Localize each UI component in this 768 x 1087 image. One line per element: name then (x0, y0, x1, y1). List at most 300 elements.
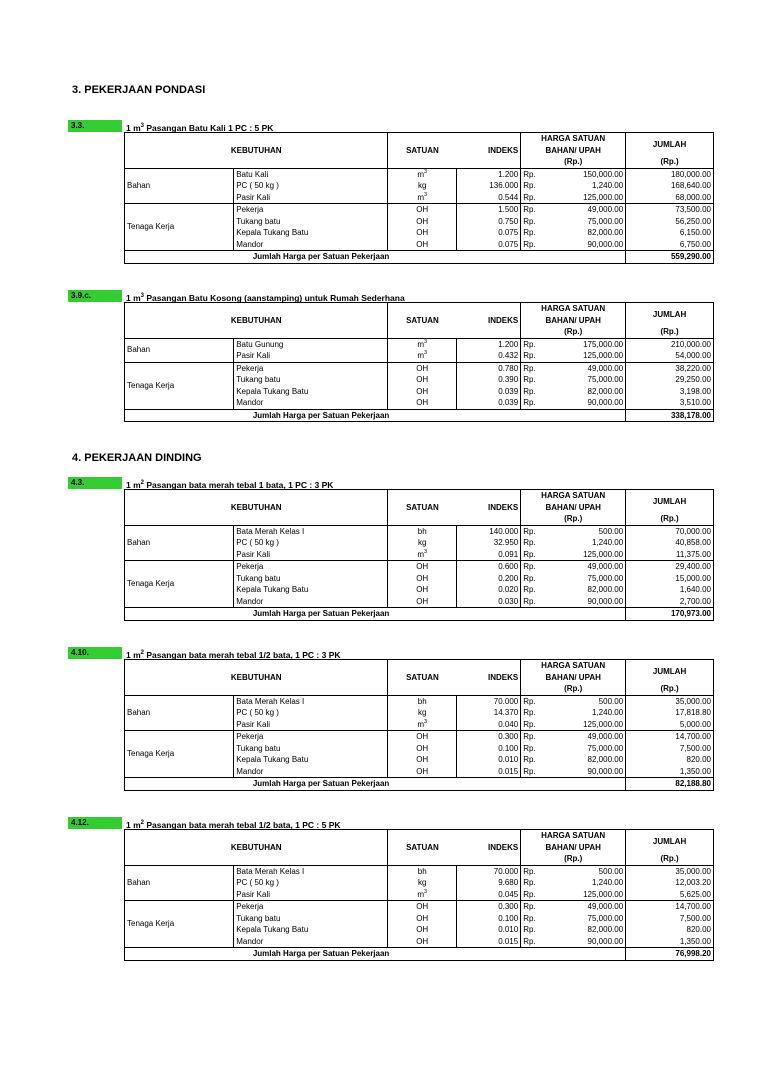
row-index: 0.432 (456, 350, 520, 362)
row-unit-sup: 3 (424, 548, 428, 555)
row-unit (388, 227, 457, 239)
row-index: 0.300 (456, 901, 520, 913)
row-unit (388, 924, 457, 936)
grand-total: 559,290.00 (626, 251, 714, 264)
item-title-sup: 3 (140, 123, 144, 129)
row-price: 1,240.00 (592, 878, 624, 887)
header-row (125, 830, 714, 842)
row-price: 82,000.00 (587, 228, 624, 237)
row-unit (388, 362, 457, 374)
row-rp: Rp. (521, 924, 549, 936)
row-price: 90,000.00 (587, 936, 624, 946)
row-unit-sup: 3 (424, 350, 428, 356)
row-unit-text: OH (416, 732, 429, 741)
row-unit-text: m (417, 339, 424, 349)
row-rp: Rp. (521, 695, 549, 707)
row-total: 1,350.00 (626, 936, 714, 948)
row-price: 49,000.00 (549, 901, 626, 913)
row-unit (388, 754, 457, 766)
row-unit (388, 525, 457, 537)
row-index: 0.750 (456, 216, 520, 228)
row-total: 12,003.20 (626, 877, 714, 889)
ahsp-table (124, 489, 714, 621)
row-price: 1,240.00 (592, 708, 624, 717)
row-unit-text: kg (417, 878, 427, 887)
header-jumlah-1: JUMLAH (626, 303, 714, 327)
ahsp-table (124, 132, 714, 264)
row-unit (388, 719, 457, 731)
row-name: Tukang batu (234, 216, 388, 228)
row-total: 70,000.00 (626, 525, 714, 537)
row-unit-sup: 3 (424, 888, 428, 895)
row-unit-text: kg (417, 708, 427, 717)
header-jumlah-2: (Rp.) (626, 853, 714, 865)
row-index: 136.000 (456, 180, 520, 192)
header-harga-3: (Rp.) (521, 156, 626, 168)
header-kebutuhan: KEBUTUHAN (125, 490, 388, 526)
header-kebutuhan: KEBUTUHAN (125, 133, 388, 169)
row-unit (388, 743, 457, 755)
header-kebutuhan: KEBUTUHAN (125, 830, 388, 866)
item-title-pre: 1 m (126, 479, 141, 490)
row-unit (388, 731, 457, 743)
row-price: 125,000.00 (583, 549, 624, 559)
row-rp: Rp. (521, 561, 549, 573)
row-index: 0.010 (456, 924, 520, 936)
row-name: Kepala Tukang Batu (234, 584, 388, 596)
row-unit-text: OH (416, 386, 429, 396)
row-unit-text: m (417, 351, 424, 360)
row-rp: Rp. (521, 901, 549, 913)
row-price: 125,000.00 (583, 192, 624, 202)
item-title-sup: 2 (140, 480, 144, 486)
row-name: Pekerja (234, 901, 388, 913)
row-name: Bata Merah Kelas I (234, 695, 388, 707)
header-harga-1: HARGA SATUAN (521, 303, 626, 315)
header-harga-1: HARGA SATUAN (521, 830, 626, 842)
row-name: Bata Merah Kelas I (234, 525, 388, 537)
row-price: 75,000.00 (587, 913, 624, 923)
row-unit-text: OH (416, 573, 429, 583)
row-name: PC ( 50 kg ) (234, 180, 388, 192)
table-row (125, 901, 714, 913)
header-kebutuhan: KEBUTUHAN (125, 660, 388, 696)
row-total: 5,000.00 (626, 719, 714, 731)
row-name: PC ( 50 kg ) (234, 877, 388, 889)
row-name: Mandor (234, 596, 388, 608)
header-harga-1: HARGA SATUAN (521, 133, 626, 145)
row-unit-text: kg (417, 181, 427, 190)
row-index: 0.780 (456, 362, 520, 374)
row-rp: Rp. (521, 180, 549, 192)
ahsp-item-block (68, 647, 716, 807)
row-rp: Rp. (521, 707, 549, 719)
row-price: 49,000.00 (549, 204, 626, 216)
table-row (125, 695, 714, 707)
header-satuan: SATUAN (388, 303, 457, 339)
header-row (125, 133, 714, 145)
row-price: 82,000.00 (587, 386, 624, 396)
row-price: 500.00 (549, 695, 626, 707)
row-total: 820.00 (626, 754, 714, 766)
ahsp-table (124, 302, 714, 422)
row-rp: Rp. (521, 239, 549, 251)
row-unit-text: bh (417, 526, 427, 536)
row-total: 35,000.00 (626, 695, 714, 707)
row-name: Tukang batu (234, 743, 388, 755)
row-total: 40,858.00 (626, 537, 714, 549)
group-label: Bahan (125, 168, 234, 204)
header-harga-2: BAHAN/ UPAH (521, 315, 626, 327)
row-unit-sup: 3 (424, 191, 428, 198)
row-index: 1.500 (456, 204, 520, 216)
row-unit-text: OH (416, 363, 429, 373)
total-row (125, 778, 714, 791)
row-name: Pasir Kali (234, 549, 388, 561)
row-unit (388, 168, 457, 180)
row-unit-text: OH (416, 902, 429, 911)
group-label: Tenaga Kerja (125, 204, 234, 251)
row-price: 75,000.00 (587, 573, 624, 583)
table-row (125, 338, 714, 350)
table-row (125, 362, 714, 374)
row-price: 82,000.00 (587, 755, 624, 764)
row-price: 125,000.00 (583, 719, 624, 729)
row-name: Pasir Kali (234, 192, 388, 204)
row-total: 29,250.00 (626, 374, 714, 386)
row-name: PC ( 50 kg ) (234, 537, 388, 549)
row-rp: Rp. (521, 766, 549, 778)
row-rp: Rp. (521, 584, 549, 596)
row-unit-text: OH (416, 766, 429, 776)
header-harga-3: (Rp.) (521, 683, 626, 695)
row-price: 82,000.00 (587, 925, 624, 934)
row-index: 140.000 (456, 525, 520, 537)
header-indeks: INDEKS (456, 490, 520, 526)
row-index: 0.600 (456, 561, 520, 573)
header-jumlah-1: JUMLAH (626, 830, 714, 854)
row-name: Pekerja (234, 561, 388, 573)
row-unit-sup: 3 (424, 168, 428, 175)
row-rp: Rp. (521, 936, 549, 948)
row-rp: Rp. (521, 525, 549, 537)
row-total: 1,350.00 (626, 766, 714, 778)
row-unit-sup: 3 (424, 338, 428, 345)
row-price: 75,000.00 (587, 743, 624, 753)
row-total: 2,700.00 (626, 596, 714, 608)
ahsp-item-block (68, 290, 716, 450)
row-rp: Rp. (521, 877, 549, 889)
row-total: 3,198.00 (626, 386, 714, 398)
row-name: Pasir Kali (234, 889, 388, 901)
row-index: 0.039 (456, 397, 520, 409)
row-name: Mandor (234, 766, 388, 778)
row-unit (388, 537, 457, 549)
row-name: Batu Kali (234, 168, 388, 180)
row-total: 35,000.00 (626, 865, 714, 877)
item-title-post: Pasangan Batu Kali 1 PC : 5 PK (144, 122, 274, 133)
header-jumlah-1: JUMLAH (626, 660, 714, 684)
row-rp: Rp. (521, 168, 549, 180)
row-unit (388, 573, 457, 585)
row-index: 0.015 (456, 936, 520, 948)
row-name: Batu Gunung (234, 338, 388, 350)
row-rp: Rp. (521, 192, 549, 204)
row-index: 0.544 (456, 192, 520, 204)
row-unit-sup: 3 (424, 718, 428, 725)
header-indeks: INDEKS (456, 830, 520, 866)
row-unit (388, 766, 457, 778)
row-unit-text: OH (416, 228, 429, 237)
row-name: Tukang batu (234, 573, 388, 585)
row-unit-text: OH (416, 743, 429, 753)
row-total: 210,000.00 (626, 338, 714, 350)
row-unit-text: OH (416, 913, 429, 923)
table-row (125, 204, 714, 216)
item-code: 4.3. (68, 477, 122, 489)
row-unit-text: OH (416, 585, 429, 594)
header-jumlah-2: (Rp.) (626, 326, 714, 338)
header-indeks: INDEKS (456, 660, 520, 696)
row-unit (388, 386, 457, 398)
row-unit (388, 695, 457, 707)
group-label: Bahan (125, 865, 234, 901)
header-satuan: SATUAN (388, 490, 457, 526)
item-title-pre: 1 m (126, 649, 141, 660)
total-row (125, 251, 714, 264)
row-unit (388, 707, 457, 719)
row-name: Pasir Kali (234, 719, 388, 731)
row-total: 15,000.00 (626, 573, 714, 585)
row-index: 0.100 (456, 743, 520, 755)
item-title-post: Pasangan bata merah tebal 1/2 bata, 1 PC : 3 PK (144, 649, 341, 660)
header-satuan: SATUAN (388, 133, 457, 169)
row-unit-text: OH (416, 398, 429, 407)
grand-total: 338,178.00 (626, 409, 714, 422)
total-label: Jumlah Harga per Satuan Pekerjaan (125, 948, 626, 961)
row-rp: Rp. (521, 913, 549, 925)
header-harga-2: BAHAN/ UPAH (521, 672, 626, 684)
row-price: 75,000.00 (587, 216, 624, 226)
header-harga-3: (Rp.) (521, 853, 626, 865)
row-name: Kepala Tukang Batu (234, 227, 388, 239)
row-unit (388, 374, 457, 386)
row-index: 9.680 (456, 877, 520, 889)
row-unit-text: OH (416, 562, 429, 571)
row-index: 0.091 (456, 549, 520, 561)
row-name: Kepala Tukang Batu (234, 386, 388, 398)
row-total: 820.00 (626, 924, 714, 936)
grand-total: 170,973.00 (626, 608, 714, 621)
row-unit-text: OH (416, 375, 429, 384)
row-price: 500.00 (549, 865, 626, 877)
row-price: 82,000.00 (587, 585, 624, 594)
row-price: 49,000.00 (549, 731, 626, 743)
row-index: 0.030 (456, 596, 520, 608)
row-rp: Rp. (521, 338, 549, 350)
item-title-sup: 2 (140, 820, 144, 826)
row-unit (388, 936, 457, 948)
row-total: 11,375.00 (626, 549, 714, 561)
row-total: 6,150.00 (626, 227, 714, 239)
row-name: Pasir Kali (234, 350, 388, 362)
row-unit (388, 901, 457, 913)
row-rp: Rp. (521, 719, 549, 731)
row-index: 1.200 (456, 338, 520, 350)
row-rp: Rp. (521, 397, 549, 409)
row-total: 14,700.00 (626, 901, 714, 913)
row-rp: Rp. (521, 374, 549, 386)
ahsp-table (124, 829, 714, 961)
total-label: Jumlah Harga per Satuan Pekerjaan (125, 608, 626, 621)
row-unit (388, 338, 457, 350)
table-row (125, 168, 714, 180)
header-indeks: INDEKS (456, 303, 520, 339)
header-harga-2: BAHAN/ UPAH (521, 145, 626, 157)
header-harga-2: BAHAN/ UPAH (521, 842, 626, 854)
row-name: PC ( 50 kg ) (234, 707, 388, 719)
ahsp-item-block (68, 817, 716, 977)
header-jumlah-2: (Rp.) (626, 513, 714, 525)
table-row (125, 731, 714, 743)
row-unit (388, 561, 457, 573)
row-name: Mandor (234, 397, 388, 409)
ahsp-item-block (68, 120, 716, 280)
row-unit (388, 584, 457, 596)
header-jumlah-1: JUMLAH (626, 490, 714, 514)
row-unit (388, 877, 457, 889)
row-index: 32.950 (456, 537, 520, 549)
row-index: 0.300 (456, 731, 520, 743)
header-row (125, 303, 714, 315)
row-unit-text: OH (416, 205, 429, 214)
row-price: 150,000.00 (549, 168, 626, 180)
section-title-pondasi: 3. PEKERJAAN PONDASI (72, 84, 206, 96)
row-unit-text: m (417, 169, 424, 179)
row-total: 3,510.00 (626, 397, 714, 409)
row-total: 6,750.00 (626, 239, 714, 251)
row-rp: Rp. (521, 549, 549, 561)
row-name: Mandor (234, 936, 388, 948)
row-index: 0.040 (456, 719, 520, 731)
row-index: 0.200 (456, 573, 520, 585)
table-row (125, 561, 714, 573)
header-row (125, 490, 714, 502)
row-unit (388, 397, 457, 409)
item-code: 3.9.c. (68, 290, 122, 302)
row-unit (388, 913, 457, 925)
row-rp: Rp. (521, 227, 549, 239)
row-price: 125,000.00 (583, 351, 624, 360)
row-index: 70.000 (456, 695, 520, 707)
row-total: 38,220.00 (626, 362, 714, 374)
group-label: Tenaga Kerja (125, 561, 234, 608)
group-label: Tenaga Kerja (125, 731, 234, 778)
row-unit-text: m (417, 549, 424, 559)
header-satuan: SATUAN (388, 830, 457, 866)
header-harga-3: (Rp.) (521, 513, 626, 525)
row-rp: Rp. (521, 865, 549, 877)
ahsp-table (124, 659, 714, 791)
row-rp: Rp. (521, 204, 549, 216)
row-total: 29,400.00 (626, 561, 714, 573)
row-unit-text: OH (416, 216, 429, 226)
total-row (125, 948, 714, 961)
row-rp: Rp. (521, 216, 549, 228)
row-total: 7,500.00 (626, 913, 714, 925)
row-total: 68,000.00 (626, 192, 714, 204)
row-price: 90,000.00 (587, 398, 624, 407)
row-unit-text: OH (416, 925, 429, 934)
row-index: 0.039 (456, 386, 520, 398)
row-name: Pekerja (234, 204, 388, 216)
row-rp: Rp. (521, 731, 549, 743)
row-unit-text: OH (416, 596, 429, 606)
item-code: 4.12. (68, 817, 122, 829)
row-rp: Rp. (521, 754, 549, 766)
header-jumlah-2: (Rp.) (626, 156, 714, 168)
row-total: 17,818.80 (626, 707, 714, 719)
group-label: Tenaga Kerja (125, 362, 234, 409)
row-name: Tukang batu (234, 913, 388, 925)
row-name: Kepala Tukang Batu (234, 924, 388, 936)
row-index: 0.045 (456, 889, 520, 901)
header-jumlah-1: JUMLAH (626, 133, 714, 157)
row-unit-text: m (417, 889, 424, 899)
row-unit (388, 180, 457, 192)
ahsp-item-block (68, 477, 716, 637)
row-unit (388, 596, 457, 608)
item-code: 3.3. (68, 120, 122, 132)
row-price: 125,000.00 (583, 889, 624, 899)
row-index: 0.100 (456, 913, 520, 925)
row-total: 168,640.00 (626, 180, 714, 192)
row-rp: Rp. (521, 362, 549, 374)
row-name: Mandor (234, 239, 388, 251)
row-unit (388, 549, 457, 561)
total-label: Jumlah Harga per Satuan Pekerjaan (125, 778, 626, 791)
header-indeks: INDEKS (456, 133, 520, 169)
row-index: 0.075 (456, 227, 520, 239)
table-row (125, 865, 714, 877)
row-unit-text: bh (417, 866, 427, 876)
row-unit-text: OH (416, 936, 429, 946)
row-name: Kepala Tukang Batu (234, 754, 388, 766)
item-title-pre: 1 m (126, 819, 141, 830)
row-unit-text: OH (416, 239, 429, 249)
row-total: 7,500.00 (626, 743, 714, 755)
item-title-sup: 2 (140, 650, 144, 656)
grand-total: 82,188.80 (626, 778, 714, 791)
row-name: Pekerja (234, 362, 388, 374)
item-title-post: Pasangan bata merah tebal 1/2 bata, 1 PC : 5 PK (144, 819, 341, 830)
header-jumlah-2: (Rp.) (626, 683, 714, 695)
total-row (125, 409, 714, 422)
row-unit (388, 204, 457, 216)
section-title-dinding: 4. PEKERJAAN DINDING (72, 452, 202, 464)
row-price: 49,000.00 (549, 362, 626, 374)
group-label: Bahan (125, 695, 234, 731)
row-rp: Rp. (521, 743, 549, 755)
row-index: 70.000 (456, 865, 520, 877)
row-unit (388, 239, 457, 251)
row-total: 56,250.00 (626, 216, 714, 228)
row-unit-text: m (417, 192, 424, 202)
total-row (125, 608, 714, 621)
header-harga-3: (Rp.) (521, 326, 626, 338)
item-code: 4.10. (68, 647, 122, 659)
header-satuan: SATUAN (388, 660, 457, 696)
